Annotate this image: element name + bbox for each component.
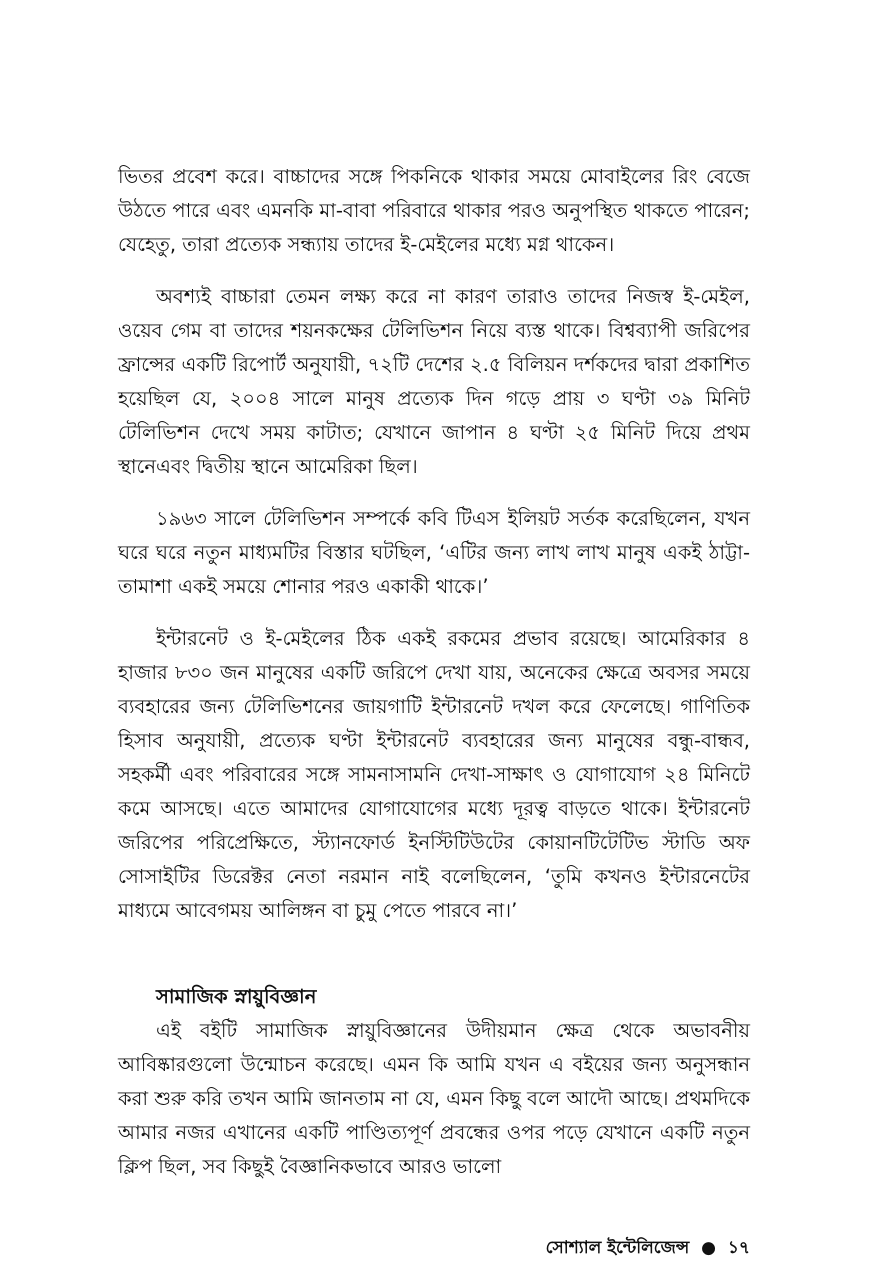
bullet-separator: ● bbox=[701, 1238, 716, 1258]
paragraph-1: ভিতর প্রবেশ করে। বাচ্চাদের সঙ্গে পিকনিকে থাকার সময়ে মোবাইলের রিং বেজে উঠতে পারে এবং এমনকি মা-বাবা পরিবারে থাকার পরও অনুপস্থিত থাকতে পারেন; যেহেতু, তারা প্রত্যেক সন্ধ্যায় তাদের ই-মেইলের মধ্যে মগ্ন থাকেন। bbox=[118, 165, 750, 256]
page-footer bbox=[546, 1236, 750, 1260]
paragraph-3: ১৯৬৩ সালে টেলিভিশন সম্পর্কে কবি টিএস ইলিয়ট সর্তক করেছিলেন, যখন ঘরে ঘরে নতুন মাধ্যমটির বিস্তার ঘটছিল, ‘এটির জন্য লাখ লাখ মানুষ একই ঠাট্টা-তামাশা একই সময়ে শোনার পরও একাকী থাকে।’ bbox=[118, 507, 750, 598]
page-number: ১৭ bbox=[727, 1238, 750, 1258]
running-title: সোশ্যাল ইন্টেলিজেন্স bbox=[545, 1238, 690, 1258]
section-heading: সামাজিক স্নায়ুবিজ্ঞান bbox=[156, 985, 317, 1008]
section-paragraph: এই বইটি সামাজিক স্নায়ুবিজ্ঞানের উদীয়মান ক্ষেত্র থেকে অভাবনীয় আবিষ্কারগুলো উন্মোচন করেছে। এমন কি আমি যখন এ বইয়ের জন্য অনুসন্ধান করা শুরু করি তখন আমি জানতাম না যে, এমন কিছু বলে আদৌ আছে। প্রথমদিকে আমার নজর এখানের একটি পাণ্ডিত্যপূর্ণ প্রবন্ধের ওপর পড়ে যেখানে একটি নতুন ক্লিপ ছিল, সব কিছুই বৈজ্ঞানিকভাবে আরও ভালো bbox=[118, 1019, 750, 1178]
page-body bbox=[118, 160, 750, 1184]
paragraph-4: ইন্টারনেট ও ই-মেইলের ঠিক একই রকমের প্রভাব রয়েছে। আমেরিকার ৪ হাজার ৮৩০ জন মানুষের একটি জরিপে দেখা যায়, অনেকের ক্ষেত্রে অবসর সময়ে ব্যবহারের জন্য টেলিভিশনের জায়গাটি ইন্টারনেট দখল করে ফেলেছে। গাণিতিক হিসাব অনুযায়ী, প্রত্যেক ঘণ্টা ইন্টারনেট ব্যবহারের জন্য মানুষের বন্ধু-বান্ধব, সহকর্মী এবং পরিবারের সঙ্গে সামনাসামনি দেখা-সাক্ষাৎ ও যোগাযোগ ২৪ মিনিটে কমে আসছে। এতে আমাদের যোগাযোগের মধ্যে দূরত্ব বাড়তে থাকে। ইন্টারনেট জরিপের পরিপ্রেক্ষিতে, স্ট্যানফোর্ড ইনস্টিটিউটের কোয়ানটিটেটিভ স্টাডি অফ সোসাইটির ডিরেক্টর নেতা নরমান নাই বলেছিলেন, ‘তুমি কখনও ইন্টারনেটের মাধ্যমে আবেগময় আলিঙ্গন বা চুমু পেতে পারবে না।’ bbox=[118, 627, 750, 922]
paragraph-2: অবশ্যই বাচ্চারা তেমন লক্ষ্য করে না কারণ তারাও তাদের নিজস্ব ই-মেইল, ওয়েব গেম বা তাদের শয়নকক্ষের টেলিভিশন নিয়ে ব্যস্ত থাকে। বিশ্বব্যাপী জরিপের ফ্রান্সের একটি রিপোর্ট অনুযায়ী, ৭২টি দেশের ২.৫ বিলিয়ন দর্শকদের দ্বারা প্রকাশিত হয়েছিল যে, ২০০৪ সালে মানুষ প্রত্যেক দিন গড়ে প্রায় ৩ ঘণ্টা ৩৯ মিনিট টেলিভিশন দেখে সময় কাটাত; যেখানে জাপান ৪ ঘণ্টা ২৫ মিনিট দিয়ে প্রথম স্থানেএবং দ্বিতীয় স্থানে আমেরিকা ছিল। bbox=[118, 285, 750, 478]
